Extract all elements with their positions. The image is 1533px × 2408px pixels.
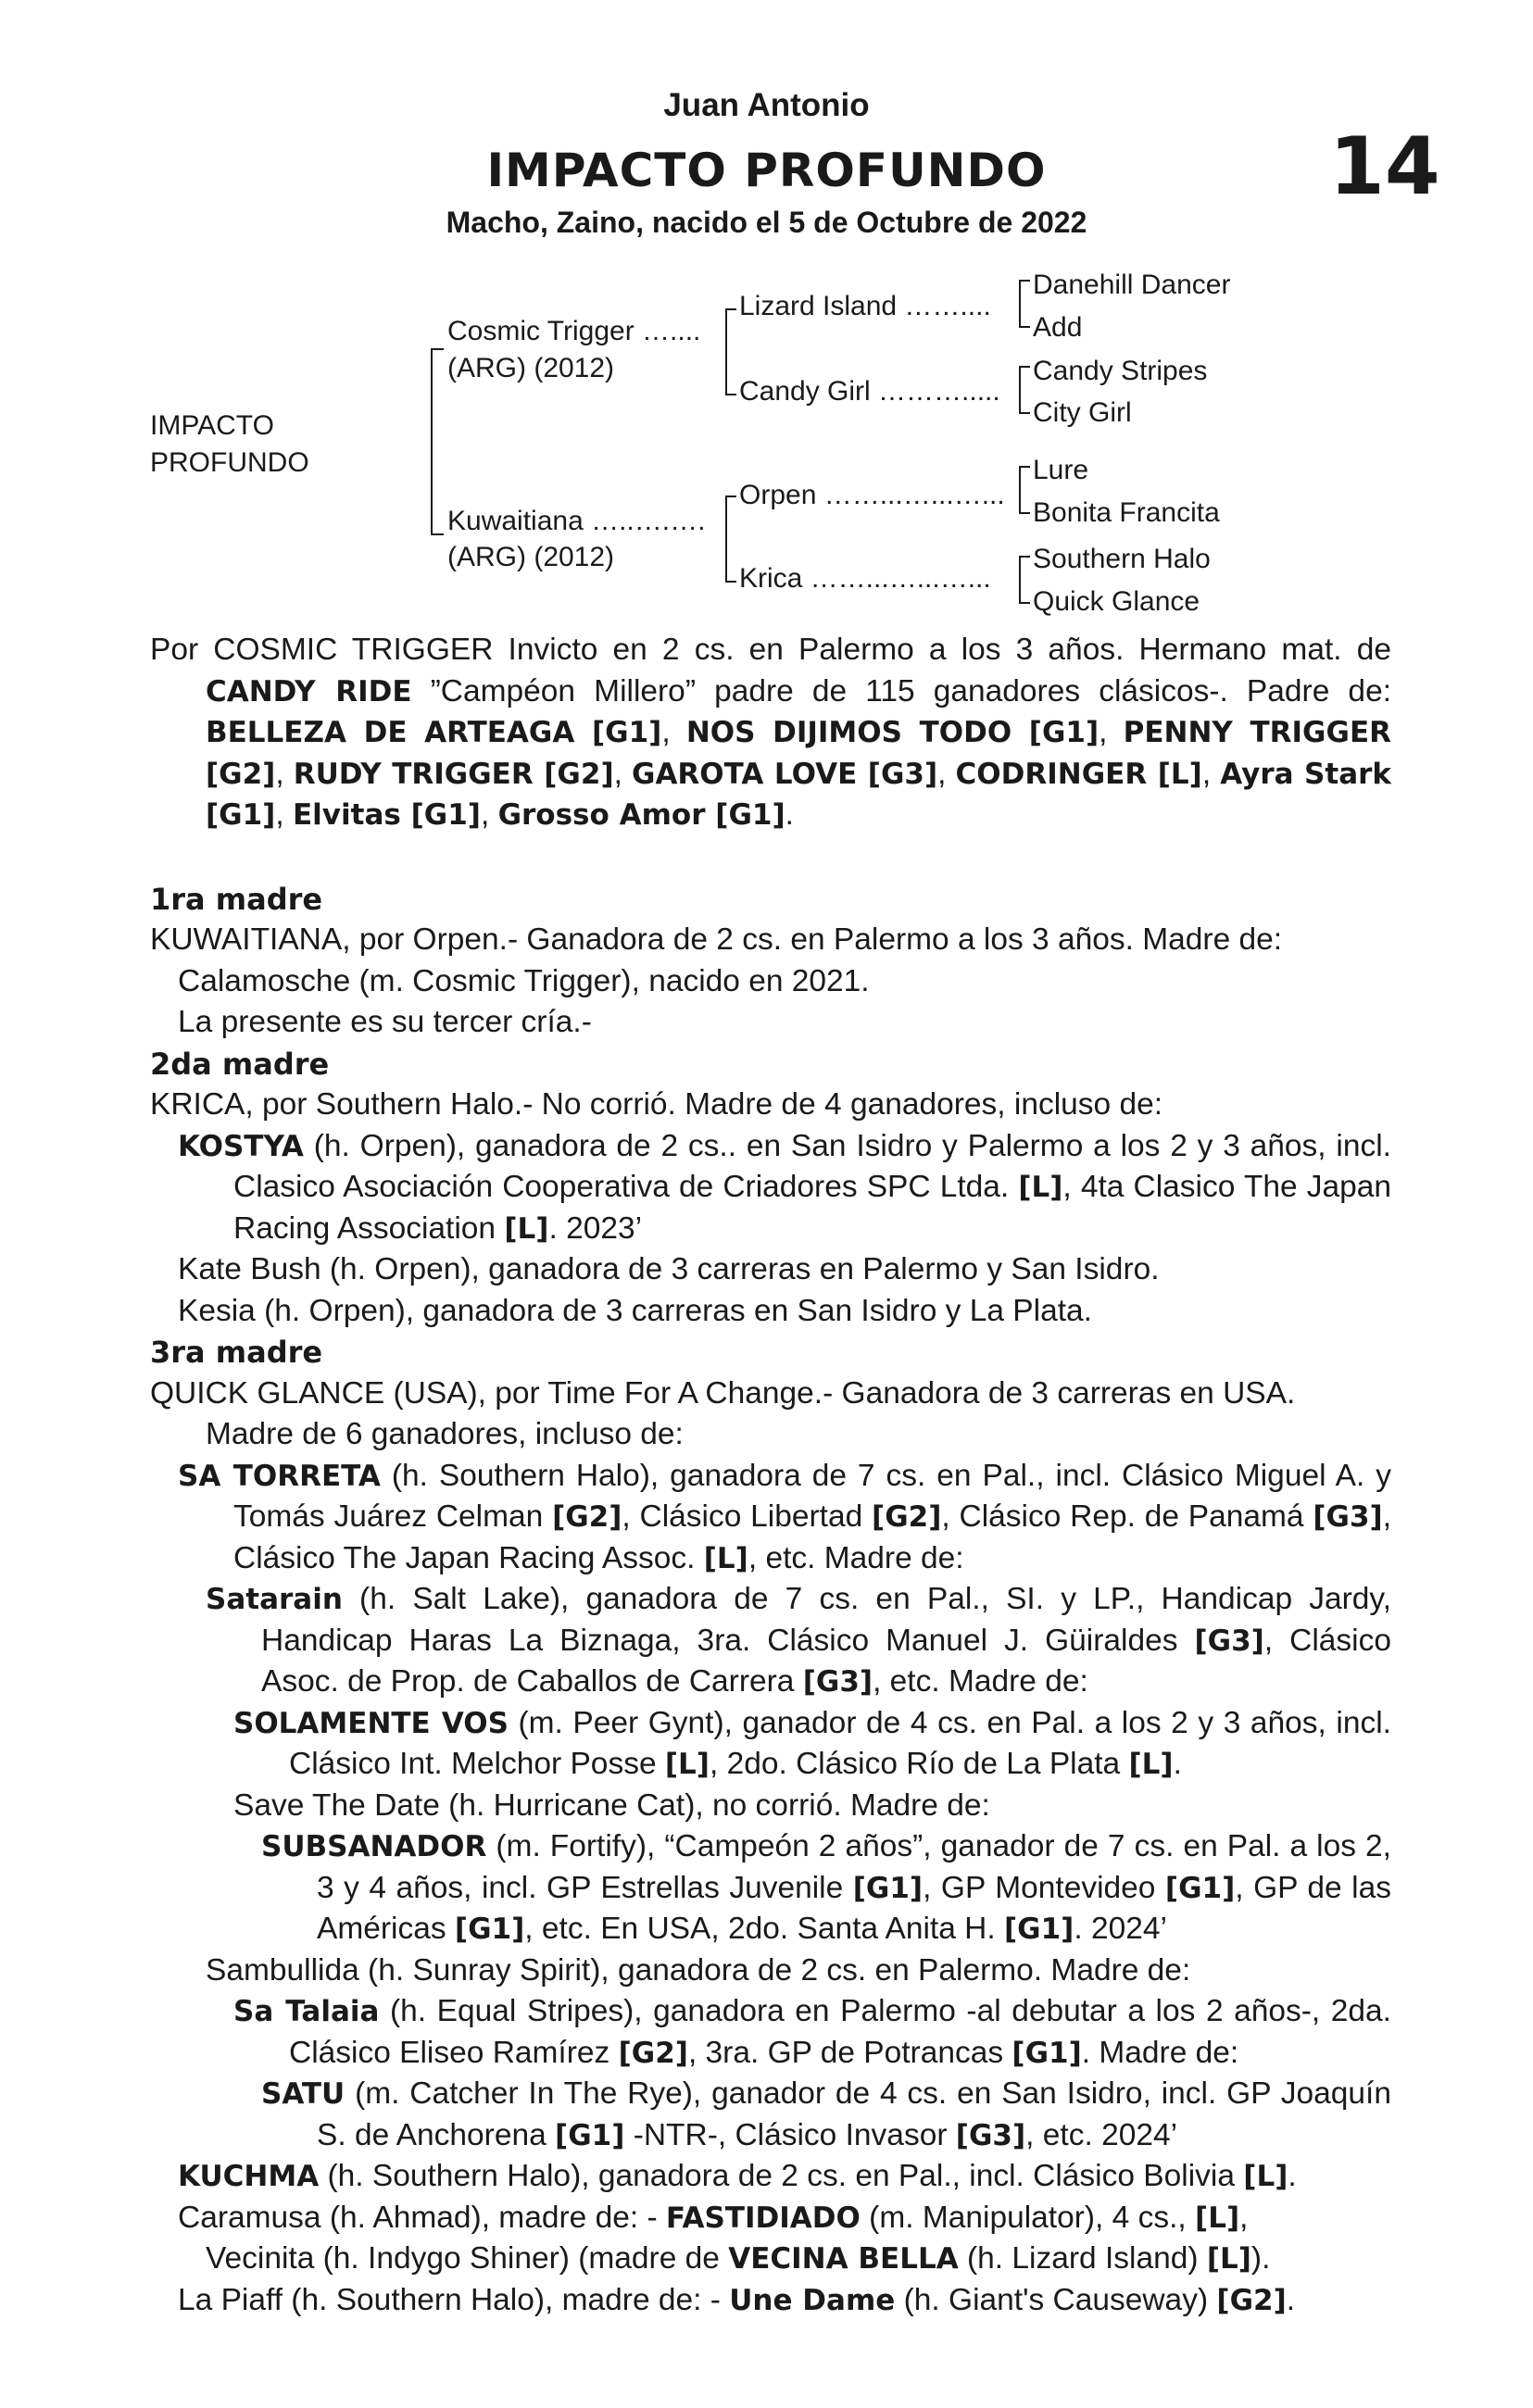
heading-3ra-madre: 3ra madre bbox=[150, 1335, 323, 1370]
bracket-ds bbox=[1019, 466, 1030, 514]
dsd: Bonita Francita bbox=[1033, 497, 1220, 528]
madre3-line2: Madre de 6 ganadores, incluso de: bbox=[206, 1417, 684, 1451]
dam-dam: Krica ……...…...…... bbox=[739, 563, 991, 594]
produce-kesia: Kesia (h. Orpen), ganadora de 3 carreras en San Isidro y La Plata. bbox=[178, 1293, 1092, 1328]
bracket-sire bbox=[725, 308, 736, 395]
bracket-sd bbox=[1019, 366, 1030, 414]
produce-solamente-vos: SOLAMENTE VOS (m. Peer Gynt), ganador de 4 cs. en Pal. a los 2 y 3 años, incl. Clásico Int. Melchor Posse [L], 2do. Clásico Río de La Plata [L]. bbox=[233, 1705, 1391, 1781]
bracket-dam bbox=[725, 495, 736, 583]
dam-name: Kuwaitiana …..….…. bbox=[447, 506, 706, 536]
pedigree-subject-line1: IMPACTO bbox=[150, 410, 274, 441]
produce-kate-bush: Kate Bush (h. Orpen), ganadora de 3 carreras en Palermo y San Isidro. bbox=[178, 1252, 1160, 1286]
produce-kuchma: KUCHMA (h. Southern Halo), ganadora de 2 cs. en Pal., incl. Clásico Bolivia [L]. bbox=[178, 2159, 1297, 2193]
dds: Southern Halo bbox=[1033, 544, 1211, 574]
madre1-line2: Calamosche (m. Cosmic Trigger), nacido en 2021. bbox=[178, 963, 870, 998]
catalog-text bbox=[150, 630, 1391, 2321]
bracket-ss bbox=[1019, 280, 1030, 328]
produce-vecinita: Vecinita (h. Indygo Shiner) (madre de VECINA BELLA (h. Lizard Island) [L]). bbox=[206, 2241, 1271, 2276]
ddd: Quick Glance bbox=[1033, 586, 1200, 617]
horse-name: IMPACTO PROFUNDO bbox=[486, 144, 1047, 197]
bracket-dd bbox=[1019, 556, 1030, 604]
dam-sire: Orpen ……...…...…... bbox=[739, 480, 1005, 510]
bracket-gen1 bbox=[431, 348, 444, 535]
madre1-line3: La presente es su tercer cría.- bbox=[178, 1005, 592, 1039]
heading-1ra-madre: 1ra madre bbox=[150, 881, 323, 917]
sire-origin: (ARG) (2012) bbox=[447, 353, 615, 383]
sdd: City Girl bbox=[1033, 397, 1132, 428]
sire-sire: Lizard Island …….... bbox=[739, 291, 991, 321]
sire-dam: Candy Girl ………..... bbox=[739, 376, 1000, 407]
madre2-line1: KRICA, por Southern Halo.- No corrió. Madre de 4 ganadores, incluso de: bbox=[150, 1087, 1163, 1122]
dam-origin: (ARG) (2012) bbox=[447, 542, 615, 572]
produce-kostya: KOSTYA (h. Orpen), ganadora de 2 cs.. en San Isidro y Palermo a los 2 y 3 años, incl. Clasico Asociación Cooperativa de Criadores SPC Ltda. [L], 4ta Clasico The Japan Racing Association [L]. 2023’ bbox=[178, 1128, 1392, 1246]
pedigree-subject-line2: PROFUNDO bbox=[150, 447, 309, 478]
sds: Candy Stripes bbox=[1033, 356, 1208, 386]
produce-sa-talaia: Sa Talaia (h. Equal Stripes), ganadora en Palermo -al debutar a los 2 años-, 2da. Clásico Eliseo Ramírez [G2], 3ra. GP de Potrancas [G1]. Madre de: bbox=[233, 1994, 1391, 2070]
produce-la-piaff: La Piaff (h. Southern Halo), madre de: - Une Dame (h. Giant's Causeway) [G2]. bbox=[178, 2282, 1296, 2317]
dss: Lure bbox=[1033, 455, 1089, 485]
produce-sambullida: Sambullida (h. Sunray Spirit), ganadora de 2 cs. en Palermo. Madre de: bbox=[206, 1952, 1191, 1988]
produce-caramusa: Caramusa (h. Ahmad), madre de: - FASTIDIADO (m. Manipulator), 4 cs., [L], bbox=[178, 2200, 1249, 2235]
produce-satarain: Satarain (h. Salt Lake), ganadora de 7 cs. en Pal., SI. y LP., Handicap Jardy, Handicap Haras La Biznaga, 3ra. Clásico Manuel J. Güiraldes [G3], Clásico Asoc. de Prop. de Caballos de Carrera [G3], etc. Madre de: bbox=[206, 1582, 1391, 1699]
ssd: Add bbox=[1033, 312, 1083, 343]
owner-name: Juan Antonio bbox=[663, 87, 870, 123]
madre3-line1: QUICK GLANCE (USA), por Time For A Change.- Ganadora de 3 carreras en USA. bbox=[150, 1375, 1296, 1411]
lot-number: 14 bbox=[1329, 120, 1440, 213]
horse-description: Macho, Zaino, nacido el 5 de Octubre de 2022 bbox=[446, 206, 1087, 239]
madre1-line1: KUWAITIANA, por Orpen.- Ganadora de 2 cs. en Palermo a los 3 años. Madre de: bbox=[150, 922, 1283, 957]
sire-paragraph: Por COSMIC TRIGGER Invicto en 2 cs. en Palermo a los 3 años. Hermano mat. de CANDY RIDE ”Campéon Millero” padre de 115 ganadores clásicos-. Padre de: BELLEZA DE ARTEAGA [G1], NOS DIJIMOS TODO [G1], PENNY TRIGGER [G2], RUDY TRIGGER [G2], GAROTA LOVE [G3], CODRINGER [L], Ayra Stark [G1], Elvitas [G1], Grosso Amor [G1]. bbox=[150, 633, 1392, 832]
sss: Danehill Dancer bbox=[1033, 270, 1231, 300]
produce-subsanador: SUBSANADOR (m. Fortify), “Campeón 2 años”, ganador de 7 cs. en Pal. a los 2, 3 y 4 años, incl. GP Estrellas Juvenile [G1], GP Montevideo [G1], GP de las Américas [G1], etc. En USA, 2do. Santa Anita H. [G1]. 2024’ bbox=[261, 1829, 1391, 1946]
heading-2da-madre: 2da madre bbox=[150, 1046, 330, 1082]
sire-name: Cosmic Trigger ….... bbox=[447, 316, 701, 346]
produce-satu: SATU (m. Catcher In The Rye), ganador de 4 cs. en San Isidro, incl. GP Joaquín S. de Anchorena [G1] -NTR-, Clásico Invasor [G3], etc. 2024’ bbox=[261, 2076, 1391, 2152]
produce-save-the-date: Save The Date (h. Hurricane Cat), no corrió. Madre de: bbox=[233, 1787, 990, 1823]
produce-sa-torreta: SA TORRETA (h. Southern Halo), ganadora de 7 cs. en Pal., incl. Clásico Miguel A. y Tomás Juárez Celman [G2], Clásico Libertad [G2], Clásico Rep. de Panamá [G3], Clásico The Japan Racing Assoc. [L], etc. Madre de: bbox=[178, 1458, 1392, 1575]
